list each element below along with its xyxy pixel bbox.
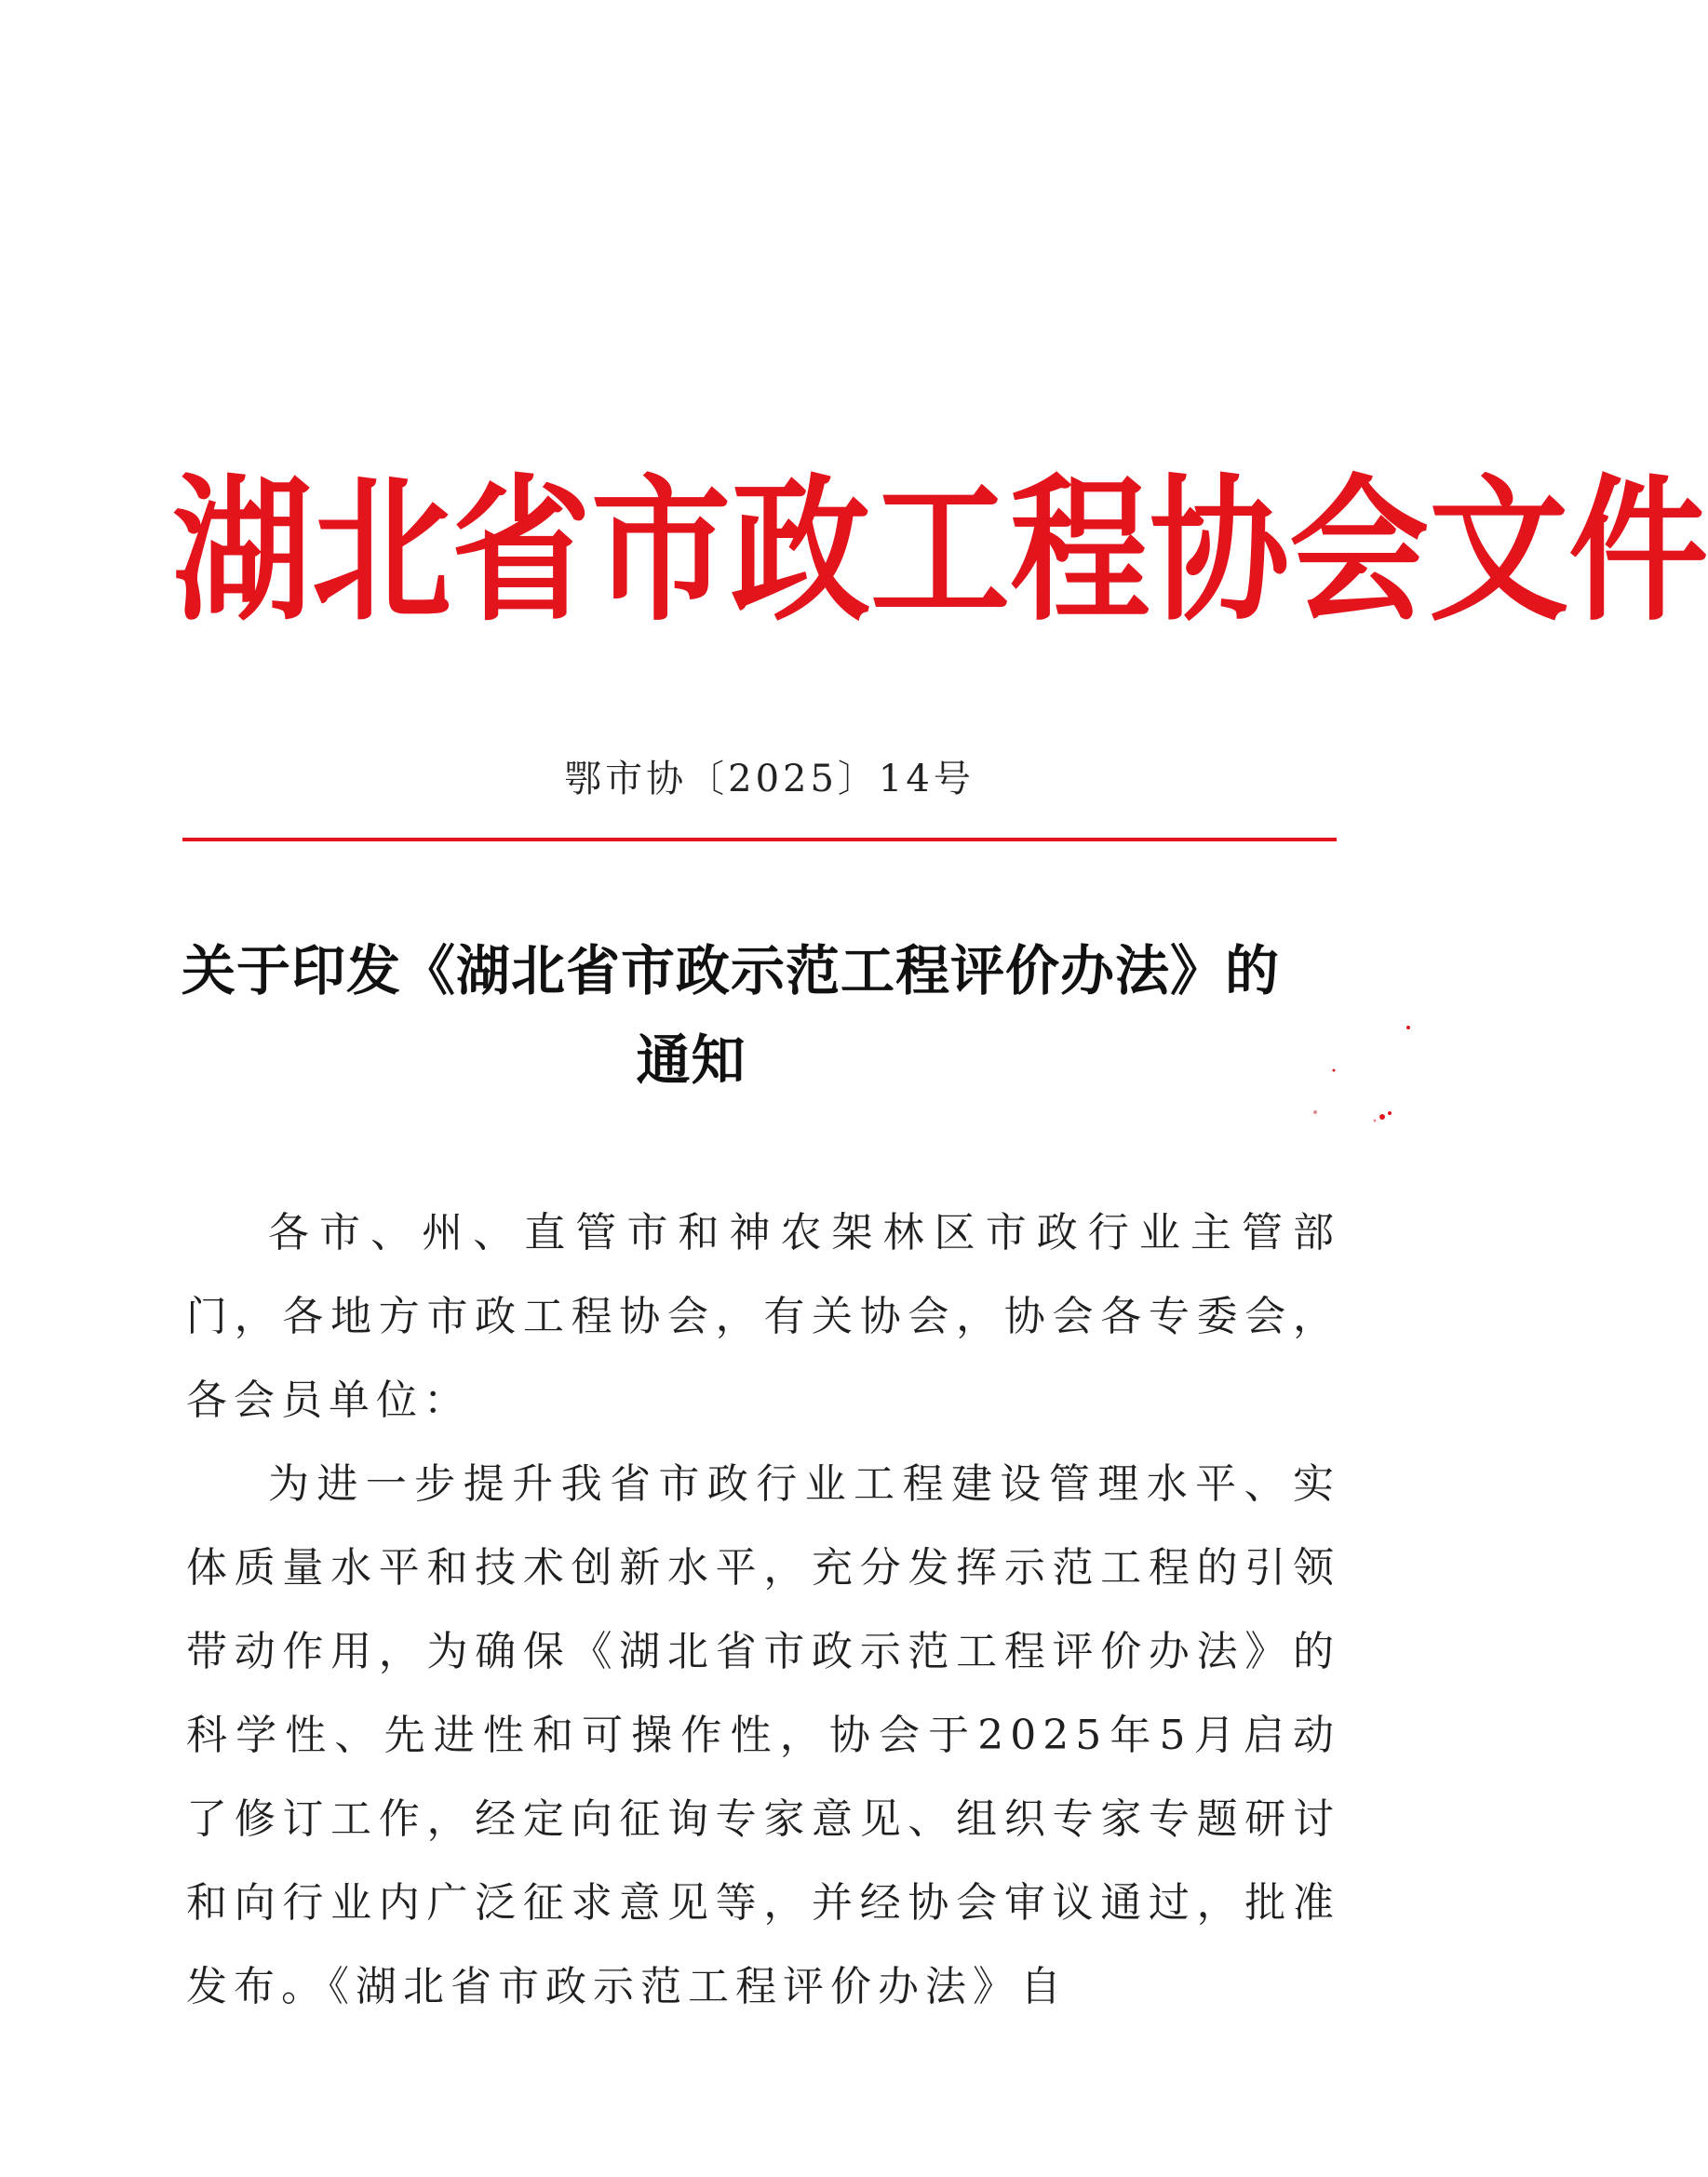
masthead-char: 工: [870, 461, 1011, 642]
notice-title: [182, 926, 1345, 1105]
masthead-char: 市: [591, 461, 732, 642]
ink-specks-decoration: [1278, 1015, 1418, 1145]
body-paragraph: 为进一步提升我省市政行业工程建设管理水平、实体质量水平和技术创新水平，充分发挥示范工程的引领带动作用，为确保《湖北省市政示范工程评价办法》的科学性、先进性和可操作性，协会于2025年5月启动了修订工作，经定向征询专家意见、组织专家专题研讨和向行业内广泛征求意见等，并经协会审议通过，批准发布。《湖北省市政示范工程评价办法》自: [186, 1460, 1340, 2010]
document-number: 鄂市协〔2025〕14号: [564, 758, 975, 800]
notice-title-line2: 通知: [636, 1028, 746, 1092]
masthead-char: 文: [1429, 461, 1569, 642]
masthead-char: 程: [1010, 461, 1150, 642]
notice-title-line1: 关于印发《湖北省市政示范工程评价办法》的: [182, 939, 1281, 1002]
masthead-char: 会: [1289, 461, 1430, 642]
masthead-char: 政: [731, 461, 871, 642]
notice-body: [186, 1191, 1340, 2029]
masthead-char: 协: [1150, 461, 1290, 642]
red-divider-line: [182, 838, 1337, 841]
masthead-char: 北: [312, 461, 452, 642]
masthead-char: 省: [451, 461, 592, 642]
masthead-char: 湖: [172, 461, 313, 642]
salutation-paragraph: 各市、州、直管市和神农架林区市政行业主管部门，各地方市政工程协会，有关协会，协会各专委会，各会员单位：: [186, 1209, 1340, 1424]
masthead-title: [172, 461, 1708, 643]
masthead-char: 件: [1568, 461, 1708, 642]
